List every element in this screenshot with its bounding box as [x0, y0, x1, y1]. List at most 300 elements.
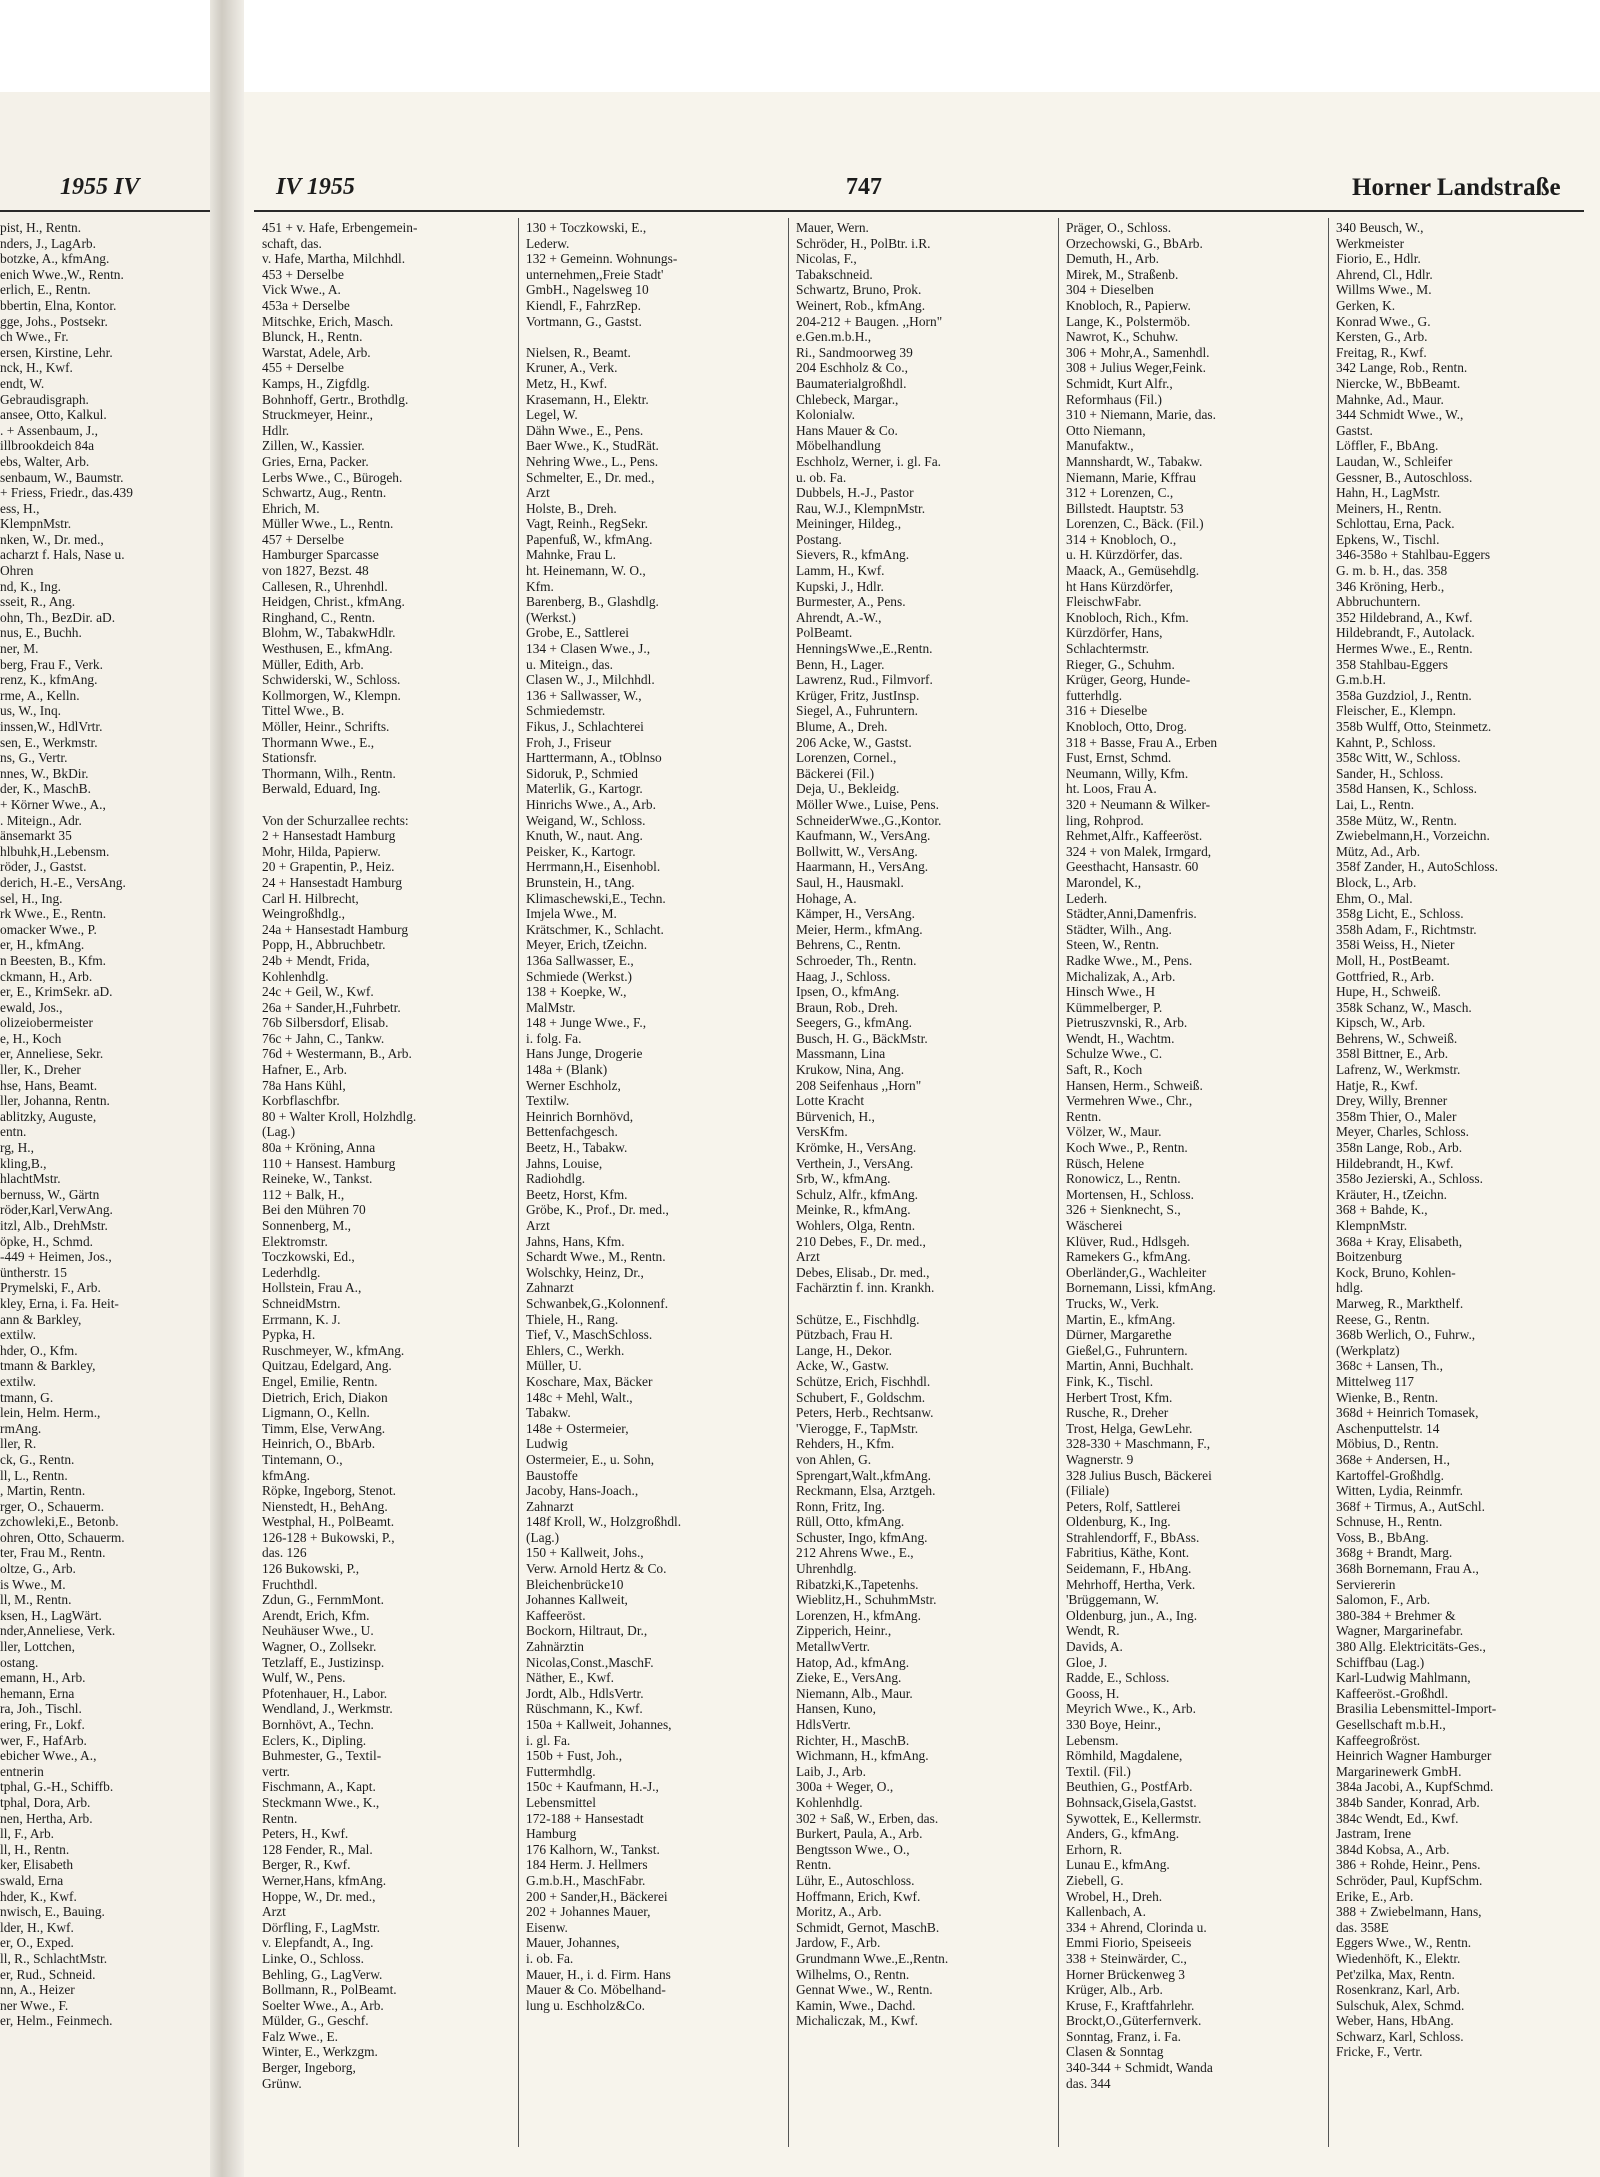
directory-entry: pist, H., Rentn. [0, 220, 82, 235]
directory-entry: 326 + Sienknecht, S., [1066, 1202, 1181, 1218]
directory-entry: Hahn, H., LagMstr. [1336, 485, 1441, 501]
directory-entry: Haag, J., Schloss. [796, 968, 891, 984]
directory-entry: Seegers, G., kfmAng. [796, 1015, 913, 1031]
directory-entry: extilw. [0, 1327, 36, 1343]
directory-entry: Zahnarzt [526, 1280, 574, 1296]
directory-entry: Weingroßhdlg., [262, 906, 345, 922]
directory-entry: 358f Zander, H., AutoSchloss. [1336, 859, 1498, 875]
directory-entry: 338 + Steinwärder, C., [1066, 1950, 1187, 1966]
directory-entry: Karl-Ludwig Mahlmann, [1336, 1670, 1471, 1686]
directory-entry: PolBeamt. [796, 625, 853, 641]
directory-entry: Bettenfachgesch. [526, 1124, 618, 1140]
directory-entry: Arendt, Erich, Kfm. [262, 1607, 370, 1623]
directory-entry: Jacoby, Hans-Joach., [526, 1483, 639, 1499]
directory-entry: 358o Jezierski, A., Schloss. [1336, 1171, 1483, 1187]
directory-entry: Konrad Wwe., G. [1336, 313, 1431, 329]
directory-entry: Hatop, Ad., kfmAng. [796, 1654, 910, 1670]
directory-entry: Uhrenhdlg. [796, 1561, 857, 1577]
directory-entry: Wagnerstr. 9 [1066, 1451, 1134, 1467]
directory-entry: hlachtMstr. [0, 1171, 61, 1187]
directory-entry: Lafrenz, W., Werkmstr. [1336, 1062, 1461, 1078]
directory-entry: Städter,Anni,Damenfris. [1066, 906, 1197, 922]
directory-entry: Blunck, H., Rentn. [262, 329, 363, 345]
directory-entry: Kruner, A., Verk. [526, 360, 618, 376]
directory-entry: Struckmeyer, Heinr., [262, 407, 374, 423]
directory-entry: v. Elepfandt, A., Ing. [262, 1935, 374, 1951]
directory-entry: Marondel, K., [1066, 874, 1142, 890]
directory-entry: Schmidt, Gernot, MaschB. [796, 1919, 940, 1935]
column-separator-3 [1058, 218, 1059, 2147]
directory-entry: Kohlenhdlg. [262, 968, 329, 984]
directory-entry: rger, O., Schauerm. [0, 1498, 105, 1514]
directory-entry: 126 Bukowski, P., [262, 1561, 360, 1577]
directory-entry: nder,Anneliese, Verk. [0, 1623, 116, 1639]
directory-entry: u. Miteign., das. [526, 656, 614, 672]
directory-entry: Lebensmittel [526, 1794, 596, 1810]
directory-entry: 451 + v. Hafe, Erbengemein- [262, 220, 418, 235]
directory-entry: Pfotenhauer, H., Labor. [262, 1685, 388, 1701]
directory-entry: Bei den Mühren 70 [262, 1202, 366, 1218]
directory-entry: Elektromstr. [262, 1233, 328, 1249]
directory-entry: Boitzenburg [1336, 1249, 1402, 1265]
directory-entry: das. 126 [262, 1545, 307, 1561]
directory-entry: hdlg. [1336, 1280, 1364, 1296]
directory-entry: tphal, G.-H., Schiffb. [0, 1779, 114, 1795]
directory-entry: ling, Rohprod. [1066, 812, 1144, 828]
directory-entry: Pützbach, Frau H. [796, 1327, 893, 1343]
directory-entry: Meyer, Erich, tZeichn. [526, 937, 648, 953]
directory-entry: hemann, Erna [0, 1685, 75, 1701]
directory-entry: u. H. Kürzdörfer, das. [1066, 547, 1183, 563]
directory-entry: Lederh. [1066, 890, 1108, 906]
directory-entry: Reckmann, Elsa, Arztgeh. [796, 1483, 936, 1499]
directory-entry: Schütze, E., Fischhdlg. [796, 1311, 920, 1327]
directory-entry: 24c + Geil, W., Kwf. [262, 984, 374, 1000]
directory-entry: Wendt, H., Wachtm. [1066, 1030, 1175, 1046]
directory-entry: i. folg. Fa. [526, 1030, 582, 1046]
directory-entry: Wilhelms, O., Rentn. [796, 1966, 910, 1982]
directory-entry: Kfm. [526, 578, 554, 594]
directory-entry: ller, R. [0, 1436, 37, 1452]
directory-entry: rk Wwe., E., Rentn. [0, 906, 107, 922]
directory-entry: 380-384 + Brehmer & [1336, 1607, 1456, 1623]
directory-entry: er, Rud., Schneid. [0, 1966, 96, 1982]
directory-entry: nders, J., LagArb. [0, 235, 96, 251]
left-page-column [0, 220, 192, 2157]
directory-entry: Michaliczak, M., Kwf. [796, 2013, 918, 2029]
directory-entry: Schubert, F., Goldschm. [796, 1389, 926, 1405]
directory-entry: 24a + Hansestadt Hamburg [262, 921, 409, 937]
directory-entry: 'Vierogge, F., TapMstr. [796, 1420, 919, 1436]
directory-entry: Braun, Rob., Dreh. [796, 999, 898, 1015]
directory-entry: Witten, Lydia, Reinmfr. [1336, 1483, 1464, 1499]
directory-entry: Gessner, B., Autoschloss. [1336, 469, 1473, 485]
directory-entry: senbaum, W., Baumstr. [0, 469, 124, 485]
directory-entry: Beuthien, G., PostfArb. [1066, 1779, 1193, 1795]
directory-entry: Margarinewerk GmbH. [1336, 1763, 1462, 1779]
directory-entry: swald, Erna [0, 1872, 64, 1888]
directory-entry: Dörfling, F., LagMstr. [262, 1919, 380, 1935]
directory-entry: Werner Eschholz, [526, 1077, 621, 1093]
directory-entry: 184 Herm. J. Hellmers [526, 1857, 648, 1873]
directory-entry: Hamburg [526, 1826, 577, 1842]
directory-entry: Rehders, H., Kfm. [796, 1436, 895, 1452]
directory-entry: Fricke, F., Vertr. [1336, 2044, 1423, 2060]
directory-entry: 136a Sallwasser, E., [526, 952, 634, 968]
directory-entry: Römhild, Magdalene, [1066, 1748, 1183, 1764]
directory-entry: Hans Junge, Drogerie [526, 1046, 643, 1062]
directory-entry: Steckmann Wwe., K., [262, 1794, 380, 1810]
directory-entry: Gerken, K. [1336, 297, 1396, 313]
directory-entry: Oldenburg, jun., A., Ing. [1066, 1607, 1198, 1623]
directory-entry: Blohm, W., TabakwHdlr. [262, 625, 396, 641]
directory-entry: Emmi Fiorio, Speiseeis [1066, 1935, 1192, 1951]
directory-entry: Kipsch, W., Arb. [1336, 1015, 1426, 1031]
directory-entry: Nehring Wwe., L., Pens. [526, 453, 659, 469]
directory-entry: gge, Johs., Postsekr. [0, 313, 108, 329]
directory-entry: Krätschmer, K., Schlacht. [526, 921, 664, 937]
directory-entry: 358h Adam, F., Richtmstr. [1336, 921, 1477, 937]
directory-entry: Hansen, Herm., Schweiß. [1066, 1077, 1203, 1093]
directory-entry: schaft, das. [262, 235, 322, 251]
directory-entry: Mitschke, Erich, Masch. [262, 313, 394, 329]
directory-entry: ckmann, H., Arb. [0, 968, 93, 984]
directory-entry: Möbius, D., Rentn. [1336, 1436, 1439, 1452]
directory-entry: Schmelter, E., Dr. med., [526, 469, 655, 485]
directory-entry: Weigand, W., Schloss. [526, 812, 646, 828]
directory-entry: Bohnhoff, Gertr., Brothdlg. [262, 391, 409, 407]
directory-entry: 384b Sander, Konrad, Arb. [1336, 1794, 1480, 1810]
directory-entry: Schlachtermstr. [1066, 641, 1149, 657]
directory-entry: i. gl. Fa. [526, 1732, 571, 1748]
directory-entry: (Lag.) [262, 1124, 296, 1140]
directory-entry: ll, R., SchlachtMstr. [0, 1950, 108, 1966]
directory-entry: Meier, Herm., kfmAng. [796, 921, 923, 937]
directory-entry: ll, H., Rentn. [0, 1841, 70, 1857]
directory-entry: Koschare, Max, Bäcker [526, 1373, 653, 1389]
directory-entry: Trucks, W., Verk. [1066, 1295, 1160, 1311]
directory-entry: endt, W. [0, 375, 45, 391]
directory-entry: 78a Hans Kühl, [262, 1077, 346, 1093]
directory-entry: Klimaschewski,E., Techn. [526, 890, 666, 906]
directory-entry: Tief, V., MaschSchloss. [526, 1327, 653, 1343]
directory-entry: Schnuse, H., Rentn. [1336, 1514, 1443, 1530]
directory-entry: Krömke, H., VersAng. [796, 1140, 917, 1156]
directory-entry: er, E., KrimSekr. aD. [0, 984, 113, 1000]
directory-entry: 150 + Kallweit, Johs., [526, 1545, 644, 1561]
directory-entry: Hinrichs Wwe., A., Arb. [526, 796, 656, 812]
directory-entry: Ehm, O., Mal. [1336, 890, 1413, 906]
directory-entry: 380 Allg. Elektricitäts-Ges., [1336, 1639, 1486, 1655]
directory-entry: 340-344 + Schmidt, Wanda [1066, 2060, 1213, 2076]
directory-entry: 150b + Fust, Joh., [526, 1748, 623, 1764]
directory-entry: Verthein, J., VersAng. [796, 1155, 914, 1171]
directory-entry: ksen, H., LagWärt. [0, 1607, 102, 1623]
directory-entry: Fischmann, A., Kapt. [262, 1779, 376, 1795]
directory-entry: Reineke, W., Tankst. [262, 1171, 373, 1187]
directory-entry: Dietrich, Erich, Diakon [262, 1389, 388, 1405]
directory-entry: Schwartz, Aug., Rentn. [262, 485, 387, 501]
directory-entry: ann & Barkley, [0, 1311, 82, 1327]
directory-entry: Krukow, Nina, Ang. [796, 1062, 905, 1078]
directory-entry: Oberländer,G., Wachleiter [1066, 1264, 1207, 1280]
directory-entry: Kümmelberger, P. [1066, 999, 1163, 1015]
directory-entry: 128 Fender, R., Mal. [262, 1841, 373, 1857]
directory-entry: Zahnarzt [526, 1498, 574, 1514]
directory-entry: Wendt, R. [1066, 1623, 1120, 1639]
directory-entry: 26a + Sander,H.,Fuhrbetr. [262, 999, 401, 1015]
directory-entry: Radiohdlg. [526, 1171, 586, 1187]
directory-entry: Wäscherei [1066, 1218, 1123, 1233]
directory-entry: Fruchthdl. [262, 1576, 318, 1592]
directory-entry: ess, H., [0, 500, 40, 516]
directory-entry: Wendland, J., Werkmstr. [262, 1701, 393, 1717]
directory-entry: 148f Kroll, W., Holzgroßhdl. [526, 1514, 682, 1530]
directory-entry: Papenfuß, W., kfmAng. [526, 531, 653, 547]
directory-entry: Bäckerei (Fil.) [796, 765, 875, 781]
directory-entry: KlempnMstr. [0, 516, 72, 532]
directory-entry: Timm, Else, VerwAng. [262, 1420, 386, 1436]
directory-entry: Gries, Erna, Packer. [262, 453, 369, 469]
directory-entry: rme, A., Kelln. [0, 687, 80, 703]
directory-entry: Mülder, G., Geschf. [262, 2013, 369, 2029]
directory-entry: Beetz, H., Tabakw. [526, 1140, 628, 1156]
directory-entry: Hatje, R., Kwf. [1336, 1077, 1418, 1093]
directory-entry: 126-128 + Bukowski, P., [262, 1529, 395, 1545]
directory-entry: 2 + Hansestadt Hamburg [262, 828, 396, 844]
right-page-header [244, 174, 1600, 204]
directory-entry: Davids, A. [1066, 1639, 1123, 1655]
directory-entry: Lorenzen, Cornel., [796, 750, 897, 766]
directory-entry: Schwarz, Karl, Schloss. [1336, 2028, 1464, 2044]
directory-entry: . + Assenbaum, J., [0, 422, 98, 438]
directory-entry: Westhusen, E., kfmAng. [262, 641, 393, 657]
directory-entry: von Ahlen, G. [796, 1451, 872, 1467]
directory-entry: Möller, Heinr., Schrifts. [262, 719, 390, 734]
directory-entry: Ohren [0, 563, 34, 579]
directory-entry: Geesthacht, Hansastr. 60 [1066, 859, 1199, 875]
directory-entry: sel, H., Ing. [0, 890, 63, 906]
directory-entry: kley, Erna, i. Fa. Heit- [0, 1295, 119, 1311]
directory-entry: 457 + Derselbe [262, 531, 344, 547]
directory-entry: Kaffeegroßröst. [1336, 1732, 1421, 1748]
directory-entry: Fiorio, E., Hdlr. [1336, 251, 1421, 267]
directory-entry: 368g + Brandt, Marg. [1336, 1545, 1453, 1561]
directory-column-2 [526, 220, 782, 2157]
directory-entry: Pet'zilka, Max, Rentn. [1336, 1966, 1455, 1982]
directory-entry: KlempnMstr. [1336, 1218, 1408, 1233]
directory-entry: 304 + Dieselben [1066, 282, 1154, 298]
directory-entry: Nicolas, F., [796, 251, 857, 267]
directory-entry: Trost, Helga, GewLehr. [1066, 1420, 1193, 1436]
directory-entry: Kock, Bruno, Kohlen- [1336, 1264, 1456, 1280]
directory-entry: Sulschuk, Alex, Schmd. [1336, 1997, 1465, 2013]
directory-entry: 80a + Kröning, Anna [262, 1140, 376, 1156]
directory-entry: lder, H., Kwf. [0, 1919, 74, 1935]
directory-entry: Mauer & Co. Möbelhand- [526, 1982, 666, 1998]
directory-entry: 206 Acke, W., Gastst. [796, 734, 912, 750]
directory-entry: renz, K., kfmAng. [0, 672, 98, 688]
directory-entry: ch Wwe., Fr. [0, 329, 69, 345]
directory-entry: 212 Ahrens Wwe., E., [796, 1545, 914, 1561]
column-separator-4 [1328, 218, 1329, 2147]
directory-entry: G.m.b.H. [1336, 672, 1386, 688]
directory-entry: 352 Hildebrand, A., Kwf. [1336, 609, 1473, 625]
directory-entry: Bohnsack,Gisela,Gastst. [1066, 1794, 1197, 1810]
directory-entry: Lühr, E., Autoschloss. [796, 1872, 915, 1888]
directory-entry: Sonntag, Franz, i. Fa. [1066, 2028, 1181, 2044]
directory-entry: 368b Werlich, O., Fuhrw., [1336, 1327, 1476, 1343]
directory-entry: Kohlenhdlg. [796, 1794, 863, 1810]
directory-entry: Reese, G., Rentn. [1336, 1311, 1430, 1327]
directory-entry: 310 + Niemann, Marie, das. [1066, 407, 1216, 423]
column-separator-1 [518, 218, 519, 2147]
directory-entry: ht. Loos, Frau A. [1066, 781, 1157, 797]
directory-entry: Ronn, Fritz, Ing. [796, 1498, 885, 1514]
directory-entry: Dähn Wwe., E., Pens. [526, 422, 644, 438]
directory-entry: 328-330 + Maschmann, F., [1066, 1436, 1211, 1452]
directory-entry: ersen, Kirstine, Lehr. [0, 344, 113, 360]
directory-entry: us, W., Inq. [0, 703, 62, 719]
directory-entry: Wiedenhöft, K., Elektr. [1336, 1950, 1461, 1966]
directory-entry: öpke, H., Schmd. [0, 1233, 93, 1249]
directory-entry: Blume, A., Dreh. [796, 719, 888, 734]
directory-entry: , Martin, Rentn. [0, 1483, 86, 1499]
directory-entry: Schiffbau (Lag.) [1336, 1654, 1425, 1670]
directory-entry: Sprengart,Walt.,kfmAng. [796, 1467, 932, 1483]
directory-entry: sseit, R., Ang. [0, 594, 76, 610]
directory-entry: Peters, Rolf, Sattlerei [1066, 1498, 1181, 1514]
directory-entry: Bollmann, R., PolBeamt. [262, 1982, 397, 1998]
directory-entry: (Lag.) [526, 1529, 560, 1545]
directory-entry: 453a + Derselbe [262, 297, 350, 313]
directory-entry: 328 Julius Busch, Bäckerei [1066, 1467, 1212, 1483]
directory-entry: Ehlers, C., Werkh. [526, 1342, 625, 1358]
directory-entry: Demuth, H., Arb. [1066, 251, 1159, 267]
directory-entry: Niemann, Alb., Maur. [796, 1685, 913, 1701]
directory-entry: 302 + Saß, W., Erben, das. [796, 1810, 939, 1826]
directory-entry: Stationsfr. [262, 750, 317, 766]
directory-entry: Kersten, G., Arb. [1336, 329, 1428, 345]
directory-entry: Epkens, W., Tischl. [1336, 531, 1440, 547]
directory-entry: Lange, K., Polstermöb. [1066, 313, 1191, 329]
directory-entry: Fink, K., Tischl. [1066, 1373, 1154, 1389]
directory-entry: Massmann, Lina [796, 1046, 886, 1062]
directory-entry: er, Helm., Feinmech. [0, 2013, 113, 2029]
directory-entry: 76c + Jahn, C., Tankw. [262, 1030, 385, 1046]
directory-entry: Herbert Trost, Kfm. [1066, 1389, 1173, 1405]
directory-entry: er, O., Exped. [0, 1935, 74, 1951]
directory-entry: Wrobel, H., Dreh. [1066, 1888, 1163, 1904]
directory-entry: Berger, Ingeborg, [262, 2060, 356, 2076]
directory-entry: Richter, H., MaschB. [796, 1732, 910, 1748]
directory-entry: Vortmann, G., Gastst. [526, 313, 642, 329]
directory-entry: Wieblitz,H., SchuhmMstr. [796, 1592, 937, 1608]
directory-entry: Müller Wwe., L., Rentn. [262, 516, 394, 532]
directory-entry: Wulf, W., Pens. [262, 1670, 346, 1686]
directory-entry: 210 Debes, F., Dr. med., [796, 1233, 926, 1249]
directory-entry: Gießel,G., Fuhruntern. [1066, 1342, 1188, 1358]
directory-entry: Rüsch, Helene [1066, 1155, 1145, 1171]
directory-entry: Carl H. Hilbrecht, [262, 890, 359, 906]
directory-entry: Tabakschneid. [796, 266, 873, 282]
directory-entry: Mauer, Johannes, [526, 1935, 620, 1951]
directory-entry: (Werkplatz) [1336, 1342, 1400, 1358]
directory-entry: Rentn. [796, 1857, 832, 1873]
directory-entry: 384d Kobsa, A., Arb. [1336, 1841, 1450, 1857]
directory-entry: Fikus, J., Schlachterei [526, 719, 644, 734]
directory-entry: Schwartz, Bruno, Prok. [796, 282, 922, 298]
directory-entry: Sonnenberg, M., [262, 1218, 352, 1233]
directory-entry: Fabritius, Käthe, Kont. [1066, 1545, 1190, 1561]
directory-entry: Herrmann,H., Eisenhobl. [526, 859, 661, 875]
directory-entry: 368h Bornemann, Frau A., [1336, 1561, 1479, 1577]
directory-entry: Eggers Wwe., W., Rentn. [1336, 1935, 1472, 1951]
directory-entry: Pietruszvnski, R., Arb. [1066, 1015, 1188, 1031]
directory-entry: 368f + Tirmus, A., AutSchl. [1336, 1498, 1485, 1514]
directory-entry: Schroeder, Th., Rentn. [796, 952, 917, 968]
directory-entry: Baer Wwe., K., StudRät. [526, 438, 659, 454]
directory-entry: Rau, W.J., KlempnMstr. [796, 500, 926, 516]
directory-entry: Abbruchuntern. [1336, 594, 1421, 610]
directory-entry: Serviererin [1336, 1576, 1396, 1592]
directory-entry: Mittelweg 117 [1336, 1373, 1414, 1389]
directory-entry: Michalizak, A., Arb. [1066, 968, 1176, 984]
directory-entry: Rentn. [1066, 1108, 1102, 1124]
directory-entry: Bleichenbrücke10 [526, 1576, 624, 1592]
directory-entry: rmAng. [0, 1420, 42, 1436]
directory-entry: Reformhaus (Fil.) [1066, 391, 1162, 407]
directory-entry: Ipsen, O., kfmAng. [796, 984, 900, 1000]
directory-entry: üntherstr. 15 [0, 1264, 67, 1280]
directory-entry: Bornhövt, A., Techn. [262, 1717, 374, 1732]
directory-entry: Werkmeister [1336, 235, 1405, 251]
directory-entry: Arzt [526, 1218, 550, 1233]
directory-entry: Peisker, K., Kartogr. [526, 843, 636, 859]
directory-entry: Wolschky, Heinz, Dr., [526, 1264, 644, 1280]
right-page [244, 92, 1600, 2177]
directory-entry: Behling, G., LagVerw. [262, 1966, 383, 1982]
directory-entry: Ribatzki,K.,Tapetenhs. [796, 1576, 919, 1592]
directory-entry: 204-212 + Baugen. ,,Horn" [796, 313, 943, 329]
directory-entry: Zahnärztin [526, 1639, 584, 1655]
directory-entry: oltze, G., Arb. [0, 1561, 76, 1577]
directory-entry: Weinert, Rob., kfmAng. [796, 297, 926, 313]
directory-entry: 200 + Sander,H., Bäckerei [526, 1888, 668, 1904]
directory-entry: ohren, Otto, Schauerm. [0, 1529, 125, 1545]
directory-entry: G.m.b.H., MaschFabr. [526, 1872, 646, 1888]
directory-entry: Ziebell, G. [1066, 1872, 1124, 1888]
directory-entry: Ronowicz, L., Rentn. [1066, 1171, 1181, 1187]
directory-entry: 388 + Zwiebelmann, Hans, [1336, 1904, 1482, 1920]
directory-entry [262, 797, 512, 813]
directory-entry: Krüger, Alb., Arb. [1066, 1982, 1163, 1998]
directory-entry: 80 + Walter Kroll, Holzhdlg. [262, 1108, 417, 1124]
directory-entry: enich Wwe.,W., Rentn. [0, 266, 124, 282]
directory-entry: Baustoffe [526, 1467, 578, 1483]
directory-entry: Grobe, E., Sattlerei [526, 625, 629, 641]
directory-entry: Saft, R., Koch [1066, 1062, 1143, 1078]
directory-entry: illbrookdeich 84a [0, 438, 95, 454]
directory-entry: kfmAng. [262, 1467, 310, 1483]
directory-entry: Weber, Hans, HbAng. [1336, 2013, 1454, 2029]
directory-entry: Falz Wwe., E. [262, 2028, 338, 2044]
directory-entry: HenningsWwe.,E.,Rentn. [796, 641, 933, 657]
directory-entry: 204 Eschholz & Co., [796, 360, 908, 376]
directory-entry: Kaffeeröst.-Großhdl. [1336, 1685, 1449, 1701]
directory-entry: 150a + Kallweit, Johannes, [526, 1717, 672, 1732]
directory-entry: Lamm, H., Kwf. [796, 563, 885, 579]
